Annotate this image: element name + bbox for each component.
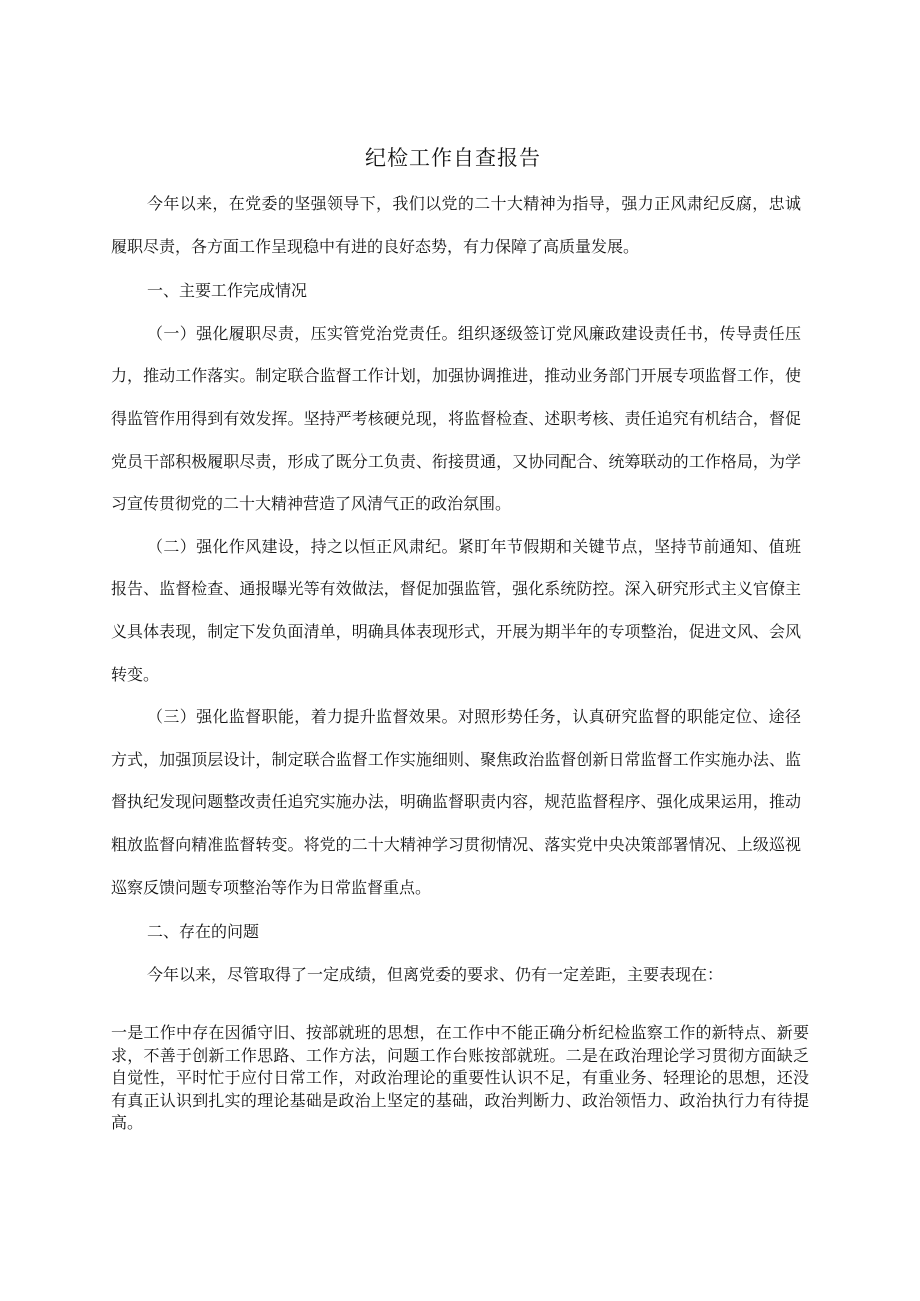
document-title: 纪检工作自查报告	[365, 146, 541, 170]
section2-heading: 二、存在的问题	[147, 922, 260, 942]
document-body	[111, 183, 801, 996]
intro-paragraph: 今年以来，在党委的坚强领导下，我们以党的二十大精神为指导，强力正风肃纪反腐，忠诚履职尽责，各方面工作呈现稳中有进的良好态势，有力保障了高质量发展。	[111, 194, 801, 256]
section2-intro-paragraph: 今年以来，尽管取得了一定成绩，但离党委的要求、仍有一定差距，主要表现在：	[147, 964, 724, 984]
section1-item1-paragraph: （一）强化履职尽责，压实管党治党责任。组织逐级签订党风廉政建设责任书，传导责任压力，推动工作落实。制定联合监督工作计划，加强协调推进，推动业务部门开展专项监督工作，使得监管作用得到有效发挥。坚持严考核硬兑现，将监督检查、述职考核、责任追究有机结合，督促党员干部积极履职尽责，形成了既分工负责、衔接贯通，又协同配合、统筹联动的工作格局，为学习宣传贯彻党的二十大精神营造了风清气正的政治氛围。	[111, 323, 801, 514]
section1-item3-paragraph: （三）强化监督职能，着力提升监督效果。对照形势任务，认真研究监督的职能定位、途径方式，加强顶层设计，制定联合监督工作实施细则、聚焦政治监督创新日常监督工作实施办法、监督执纪发现问题整改责任追究实施办法，明确监督职责内容，规范监督程序、强化成果运用，推动粗放监督向精准监督转变。将党的二十大精神学习贯彻情况、落实党中央决策部署情况、上级巡视巡察反馈问题专项整治等作为日常监督重点。	[111, 707, 801, 897]
section1-item2-paragraph: （二）强化作风建设，持之以恒正风肃纪。紧盯年节假期和关键节点，坚持节前通知、值班报告、监督检查、通报曝光等有效做法，督促加强监管，强化系统防控。深入研究形式主义官僚主义具体表现，制定下发负面清单，明确具体表现形式，开展为期半年的专项整治，促进文风、会风转变。	[111, 536, 801, 684]
section2-body-paragraph: 一是工作中存在因循守旧、按部就班的思想，在工作中不能正确分析纪检监察工作的新特点、新要求，不善于创新工作思路、工作方法，问题工作台账按部就班。二是在政治理论学习贯彻方面缺乏自觉性，平时忙于应付日常工作，对政治理论的重要性认识不足，有重业务、轻理论的思想，还没有真正认识到扎实的理论基础是政治上坚定的基础，政治判断力、政治领悟力、政治执行力有待提高。	[111, 1023, 809, 1132]
section1-heading: 一、主要工作完成情况	[147, 281, 308, 301]
